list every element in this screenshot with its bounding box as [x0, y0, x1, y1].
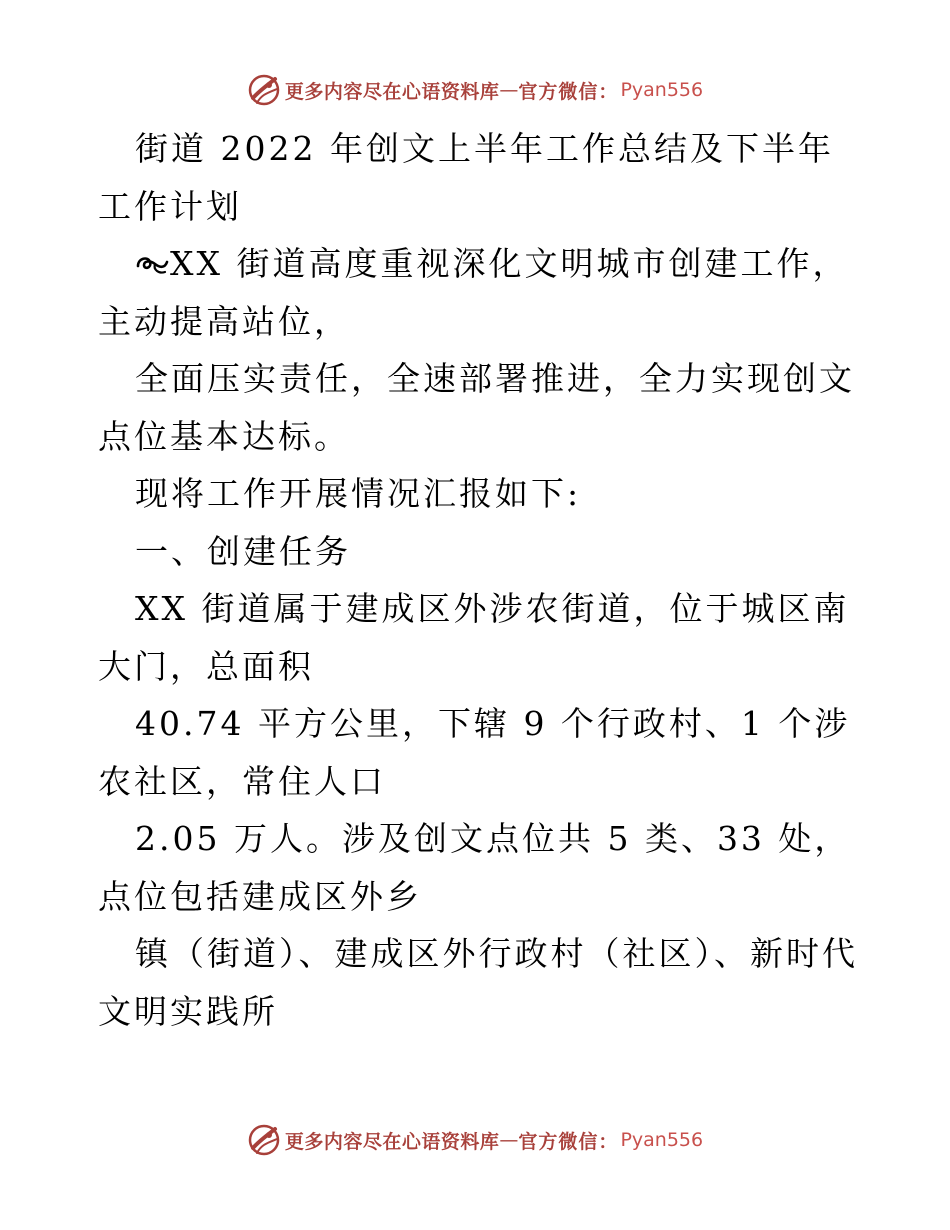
- watermark-header: [0, 72, 950, 108]
- brush-logo-icon: [247, 73, 281, 107]
- watermark-separator: —: [499, 1129, 519, 1151]
- paragraph: 镇（街道）、建成区外行政村（社区）、新时代文明实践所: [98, 934, 858, 1031]
- swirl-ornament-icon: [135, 250, 169, 278]
- watermark-text: 更多内容尽在心语资料库: [284, 80, 500, 103]
- watermark-footer: [0, 1122, 950, 1158]
- section-heading: 一、创建任务: [135, 531, 351, 571]
- paragraph: 2.05 万人。涉及创文点位共 5 类、33 处，点位包括建成区外乡: [98, 819, 851, 916]
- paragraph: 40.74 平方公里，下辖 9 个行政村、1 个涉农社区，常住人口: [98, 704, 851, 801]
- watermark-text: 更多内容尽在心语资料库: [284, 1130, 500, 1153]
- document-title: 街道 2022 年创文上半年工作总结及下半年工作计划: [98, 129, 834, 226]
- brush-logo-icon: [247, 1123, 281, 1157]
- paragraph: [98, 235, 858, 350]
- watermark-official-label: 官方微信：: [518, 80, 619, 103]
- watermark-wechat-id: Pyan556: [620, 1129, 704, 1151]
- watermark-wechat-id: Pyan556: [620, 79, 704, 101]
- paragraph: 现将工作开展情况汇报如下:: [135, 474, 582, 513]
- watermark-official-label: 官方微信：: [518, 1130, 619, 1153]
- watermark-separator: —: [499, 79, 519, 101]
- document-body: [98, 120, 858, 1040]
- paragraph: XX 街道属于建成区外涉农街道，位于城区南大门，总面积: [98, 589, 850, 686]
- paragraph-text: XX 街道高度重视深化文明城市创建工作，主动提高站位，: [98, 244, 849, 341]
- paragraph: 全面压实责任，全速部署推进，全力实现创文点位基本达标。: [98, 359, 855, 456]
